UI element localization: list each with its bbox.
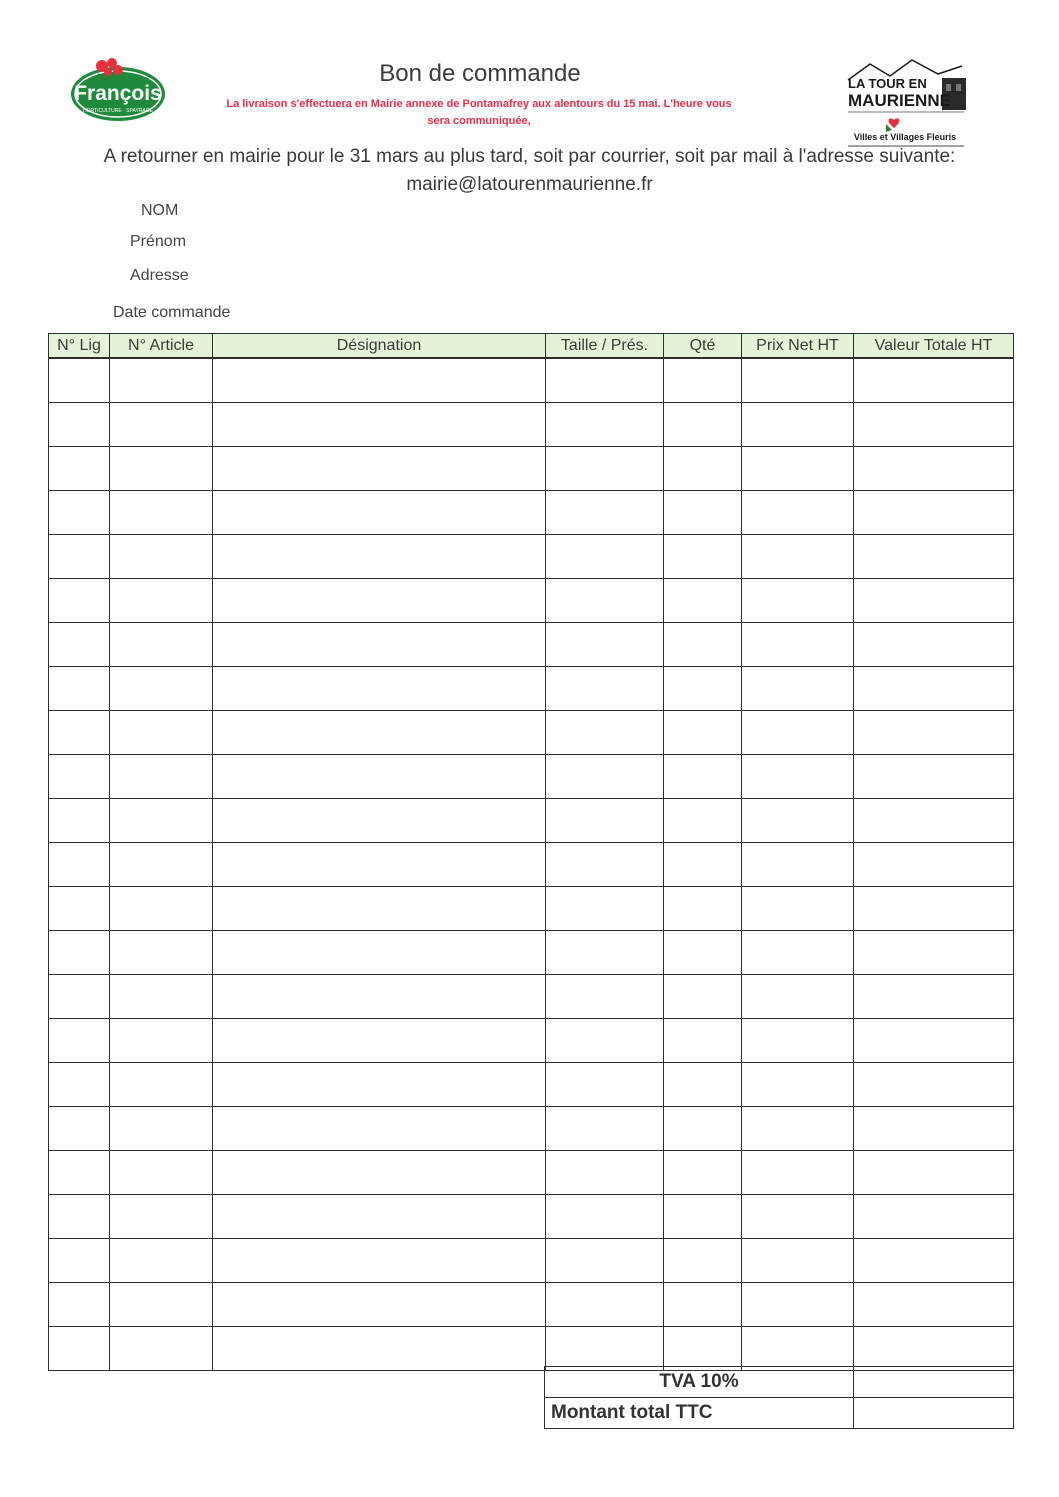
logo-right-tagline: Villes et Villages Fleuris bbox=[853, 132, 957, 142]
article-cell[interactable] bbox=[110, 491, 213, 535]
designation-cell[interactable] bbox=[213, 1195, 546, 1239]
valeur-cell[interactable] bbox=[854, 755, 1014, 799]
table-row bbox=[49, 799, 1014, 843]
heart-icon bbox=[889, 118, 900, 128]
taille-cell[interactable] bbox=[546, 843, 664, 887]
valeur-cell[interactable] bbox=[854, 843, 1014, 887]
prix-cell[interactable] bbox=[742, 1019, 854, 1063]
designation-cell[interactable] bbox=[213, 491, 546, 535]
total-ttc-value-cell[interactable] bbox=[854, 1398, 1014, 1429]
taille-cell[interactable] bbox=[546, 535, 664, 579]
contact-email: mairie@latourenmaurienne.fr bbox=[406, 174, 653, 195]
ligne-cell[interactable] bbox=[49, 579, 110, 623]
valeur-cell[interactable] bbox=[854, 1063, 1014, 1107]
col-header-valeur: Valeur Totale HT bbox=[854, 334, 1014, 359]
taille-cell[interactable] bbox=[546, 491, 664, 535]
col-header-designation: Désignation bbox=[213, 334, 546, 359]
taille-cell[interactable] bbox=[546, 579, 664, 623]
article-cell[interactable] bbox=[110, 1063, 213, 1107]
taille-cell[interactable] bbox=[546, 1107, 664, 1151]
article-cell[interactable] bbox=[110, 843, 213, 887]
ligne-cell[interactable] bbox=[49, 1239, 110, 1283]
article-cell[interactable] bbox=[110, 1327, 213, 1371]
taille-cell[interactable] bbox=[546, 1151, 664, 1195]
taille-cell[interactable] bbox=[546, 1195, 664, 1239]
ligne-cell[interactable] bbox=[49, 535, 110, 579]
valeur-cell[interactable] bbox=[854, 623, 1014, 667]
col-header-qte: Qté bbox=[664, 334, 742, 359]
ligne-cell[interactable] bbox=[49, 887, 110, 931]
qte-cell[interactable] bbox=[664, 1195, 742, 1239]
prix-cell[interactable] bbox=[742, 535, 854, 579]
prix-cell[interactable] bbox=[742, 1107, 854, 1151]
table-row bbox=[49, 711, 1014, 755]
ligne-cell[interactable] bbox=[49, 1151, 110, 1195]
valeur-cell[interactable] bbox=[854, 887, 1014, 931]
valeur-cell[interactable] bbox=[854, 403, 1014, 447]
prix-cell[interactable] bbox=[742, 579, 854, 623]
ligne-cell[interactable] bbox=[49, 447, 110, 491]
qte-cell[interactable] bbox=[664, 623, 742, 667]
logo-right-line2: MAURIENNE bbox=[848, 91, 951, 110]
prix-cell[interactable] bbox=[742, 1239, 854, 1283]
designation-cell[interactable] bbox=[213, 1239, 546, 1283]
taille-cell[interactable] bbox=[546, 887, 664, 931]
ligne-cell[interactable] bbox=[49, 1063, 110, 1107]
col-header-article: N° Article bbox=[110, 334, 213, 359]
designation-cell[interactable] bbox=[213, 579, 546, 623]
qte-cell[interactable] bbox=[664, 711, 742, 755]
qte-cell[interactable] bbox=[664, 1107, 742, 1151]
taille-cell[interactable] bbox=[546, 447, 664, 491]
prix-cell[interactable] bbox=[742, 667, 854, 711]
tva-row bbox=[545, 1367, 1014, 1398]
prix-cell[interactable] bbox=[742, 975, 854, 1019]
designation-cell[interactable] bbox=[213, 843, 546, 887]
col-header-prix: Prix Net HT bbox=[742, 334, 854, 359]
ligne-cell[interactable] bbox=[49, 799, 110, 843]
valeur-cell[interactable] bbox=[854, 1239, 1014, 1283]
taille-cell[interactable] bbox=[546, 1327, 664, 1371]
valeur-cell[interactable] bbox=[854, 1283, 1014, 1327]
ligne-cell[interactable] bbox=[49, 931, 110, 975]
prix-cell[interactable] bbox=[742, 931, 854, 975]
prix-cell[interactable] bbox=[742, 447, 854, 491]
designation-cell[interactable] bbox=[213, 1063, 546, 1107]
table-row bbox=[49, 843, 1014, 887]
valeur-cell[interactable] bbox=[854, 1195, 1014, 1239]
designation-cell[interactable] bbox=[213, 887, 546, 931]
total-ttc-row bbox=[545, 1398, 1014, 1429]
prenom-label: Prénom bbox=[130, 233, 187, 250]
prix-cell[interactable] bbox=[742, 623, 854, 667]
article-cell[interactable] bbox=[110, 1195, 213, 1239]
taille-cell[interactable] bbox=[546, 667, 664, 711]
ligne-cell[interactable] bbox=[49, 358, 110, 403]
qte-cell[interactable] bbox=[664, 447, 742, 491]
designation-cell[interactable] bbox=[213, 403, 546, 447]
valeur-cell[interactable] bbox=[854, 358, 1014, 403]
ligne-cell[interactable] bbox=[49, 975, 110, 1019]
table-row bbox=[49, 1107, 1014, 1151]
prix-cell[interactable] bbox=[742, 755, 854, 799]
taille-cell[interactable] bbox=[546, 1019, 664, 1063]
designation-cell[interactable] bbox=[213, 1019, 546, 1063]
valeur-cell[interactable] bbox=[854, 1107, 1014, 1151]
article-cell[interactable] bbox=[110, 358, 213, 403]
taille-cell[interactable] bbox=[546, 623, 664, 667]
valeur-cell[interactable] bbox=[854, 535, 1014, 579]
designation-cell[interactable] bbox=[213, 447, 546, 491]
logo-left-text: François bbox=[74, 82, 162, 105]
ligne-cell[interactable] bbox=[49, 1283, 110, 1327]
ligne-cell[interactable] bbox=[49, 1327, 110, 1371]
article-cell[interactable] bbox=[110, 1283, 213, 1327]
designation-cell[interactable] bbox=[213, 1151, 546, 1195]
table-row bbox=[49, 1151, 1014, 1195]
qte-cell[interactable] bbox=[664, 535, 742, 579]
table-row bbox=[49, 1327, 1014, 1371]
valeur-cell[interactable] bbox=[854, 799, 1014, 843]
table-row bbox=[49, 491, 1014, 535]
table-row bbox=[49, 667, 1014, 711]
ligne-cell[interactable] bbox=[49, 755, 110, 799]
qte-cell[interactable] bbox=[664, 1239, 742, 1283]
valeur-cell[interactable] bbox=[854, 579, 1014, 623]
article-cell[interactable] bbox=[110, 887, 213, 931]
designation-cell[interactable] bbox=[213, 358, 546, 403]
designation-cell[interactable] bbox=[213, 535, 546, 579]
article-cell[interactable] bbox=[110, 931, 213, 975]
valeur-cell[interactable] bbox=[854, 447, 1014, 491]
ligne-cell[interactable] bbox=[49, 1195, 110, 1239]
taille-cell[interactable] bbox=[546, 711, 664, 755]
valeur-cell[interactable] bbox=[854, 711, 1014, 755]
taille-cell[interactable] bbox=[546, 358, 664, 403]
ligne-cell[interactable] bbox=[49, 491, 110, 535]
taille-cell[interactable] bbox=[546, 975, 664, 1019]
col-header-taille: Taille / Prés. bbox=[546, 334, 664, 359]
taille-cell[interactable] bbox=[546, 1283, 664, 1327]
qte-cell[interactable] bbox=[664, 1063, 742, 1107]
qte-cell[interactable] bbox=[664, 667, 742, 711]
qte-cell[interactable] bbox=[664, 887, 742, 931]
date-commande-label: Date commande bbox=[113, 304, 231, 321]
qte-cell[interactable] bbox=[664, 491, 742, 535]
taille-cell[interactable] bbox=[546, 931, 664, 975]
designation-cell[interactable] bbox=[213, 975, 546, 1019]
article-cell[interactable] bbox=[110, 667, 213, 711]
article-cell[interactable] bbox=[110, 1239, 213, 1283]
tva-label: TVA 10% bbox=[545, 1367, 854, 1398]
delivery-note: La livraison s'effectuera en Mairie annexe de Pontamafrey aux alentours du 15 mai. L'heure vous sera communiquée, bbox=[226, 98, 732, 127]
table-row bbox=[49, 1019, 1014, 1063]
prix-cell[interactable] bbox=[742, 491, 854, 535]
designation-cell[interactable] bbox=[213, 799, 546, 843]
article-cell[interactable] bbox=[110, 535, 213, 579]
prix-cell[interactable] bbox=[742, 1327, 854, 1371]
article-cell[interactable] bbox=[110, 1107, 213, 1151]
article-cell[interactable] bbox=[110, 975, 213, 1019]
qte-cell[interactable] bbox=[664, 358, 742, 403]
qte-cell[interactable] bbox=[664, 1327, 742, 1371]
article-cell[interactable] bbox=[110, 447, 213, 491]
qte-cell[interactable] bbox=[664, 755, 742, 799]
table-row bbox=[49, 931, 1014, 975]
total-ttc-label: Montant total TTC bbox=[545, 1398, 854, 1429]
article-cell[interactable] bbox=[110, 711, 213, 755]
ligne-cell[interactable] bbox=[49, 711, 110, 755]
prix-cell[interactable] bbox=[742, 843, 854, 887]
ligne-cell[interactable] bbox=[49, 843, 110, 887]
logo-left-subtext: HORTICULTURE · SPAYRAGE bbox=[83, 108, 153, 114]
qte-cell[interactable] bbox=[664, 931, 742, 975]
table-row bbox=[49, 755, 1014, 799]
prix-cell[interactable] bbox=[742, 1063, 854, 1107]
qte-cell[interactable] bbox=[664, 1151, 742, 1195]
logo-right-line1: LA TOUR EN bbox=[848, 76, 927, 91]
ligne-cell[interactable] bbox=[49, 1019, 110, 1063]
qte-cell[interactable] bbox=[664, 799, 742, 843]
ligne-cell[interactable] bbox=[49, 403, 110, 447]
prix-cell[interactable] bbox=[742, 358, 854, 403]
designation-cell[interactable] bbox=[213, 931, 546, 975]
table-row bbox=[49, 447, 1014, 491]
taille-cell[interactable] bbox=[546, 1063, 664, 1107]
valeur-cell[interactable] bbox=[854, 667, 1014, 711]
adresse-label: Adresse bbox=[130, 267, 189, 284]
valeur-cell[interactable] bbox=[854, 1327, 1014, 1371]
table-row bbox=[49, 1283, 1014, 1327]
order-table-body bbox=[49, 358, 1014, 1371]
prix-cell[interactable] bbox=[742, 1195, 854, 1239]
table-row bbox=[49, 579, 1014, 623]
qte-cell[interactable] bbox=[664, 843, 742, 887]
table-row bbox=[49, 1239, 1014, 1283]
qte-cell[interactable] bbox=[664, 579, 742, 623]
article-cell[interactable] bbox=[110, 1151, 213, 1195]
designation-cell[interactable] bbox=[213, 1283, 546, 1327]
prix-cell[interactable] bbox=[742, 887, 854, 931]
table-row bbox=[49, 358, 1014, 403]
valeur-cell[interactable] bbox=[854, 1151, 1014, 1195]
qte-cell[interactable] bbox=[664, 403, 742, 447]
qte-cell[interactable] bbox=[664, 1283, 742, 1327]
table-row bbox=[49, 403, 1014, 447]
ligne-cell[interactable] bbox=[49, 1107, 110, 1151]
designation-cell[interactable] bbox=[213, 711, 546, 755]
article-cell[interactable] bbox=[110, 1019, 213, 1063]
taille-cell[interactable] bbox=[546, 403, 664, 447]
valeur-cell[interactable] bbox=[854, 491, 1014, 535]
taille-cell[interactable] bbox=[546, 1239, 664, 1283]
designation-cell[interactable] bbox=[213, 667, 546, 711]
designation-cell[interactable] bbox=[213, 623, 546, 667]
article-cell[interactable] bbox=[110, 799, 213, 843]
designation-cell[interactable] bbox=[213, 755, 546, 799]
return-instructions: A retourner en mairie pour le 31 mars au plus tard, soit par courrier, soit par mail à l'adresse suivante: bbox=[103, 146, 956, 167]
totals-table bbox=[544, 1366, 1014, 1429]
valeur-cell[interactable] bbox=[854, 931, 1014, 975]
table-row bbox=[49, 975, 1014, 1019]
table-row bbox=[49, 1195, 1014, 1239]
prix-cell[interactable] bbox=[742, 711, 854, 755]
ligne-cell[interactable] bbox=[49, 667, 110, 711]
tva-value-cell[interactable] bbox=[854, 1367, 1014, 1398]
article-cell[interactable] bbox=[110, 623, 213, 667]
prix-cell[interactable] bbox=[742, 403, 854, 447]
valeur-cell[interactable] bbox=[854, 1019, 1014, 1063]
prix-cell[interactable] bbox=[742, 799, 854, 843]
article-cell[interactable] bbox=[110, 403, 213, 447]
designation-cell[interactable] bbox=[213, 1327, 546, 1371]
taille-cell[interactable] bbox=[546, 755, 664, 799]
prix-cell[interactable] bbox=[742, 1151, 854, 1195]
order-table bbox=[48, 333, 1014, 1371]
table-row bbox=[49, 623, 1014, 667]
nom-label: NOM bbox=[141, 202, 179, 219]
designation-cell[interactable] bbox=[213, 1107, 546, 1151]
ligne-cell[interactable] bbox=[49, 623, 110, 667]
col-header-ligne: N° Lig bbox=[49, 334, 110, 359]
qte-cell[interactable] bbox=[664, 1019, 742, 1063]
article-cell[interactable] bbox=[110, 755, 213, 799]
prix-cell[interactable] bbox=[742, 1283, 854, 1327]
qte-cell[interactable] bbox=[664, 975, 742, 1019]
table-row bbox=[49, 535, 1014, 579]
order-table-header bbox=[49, 334, 1014, 359]
page-title: Bon de commande bbox=[379, 60, 581, 87]
taille-cell[interactable] bbox=[546, 799, 664, 843]
table-row bbox=[49, 1063, 1014, 1107]
valeur-cell[interactable] bbox=[854, 975, 1014, 1019]
table-row bbox=[49, 887, 1014, 931]
article-cell[interactable] bbox=[110, 579, 213, 623]
